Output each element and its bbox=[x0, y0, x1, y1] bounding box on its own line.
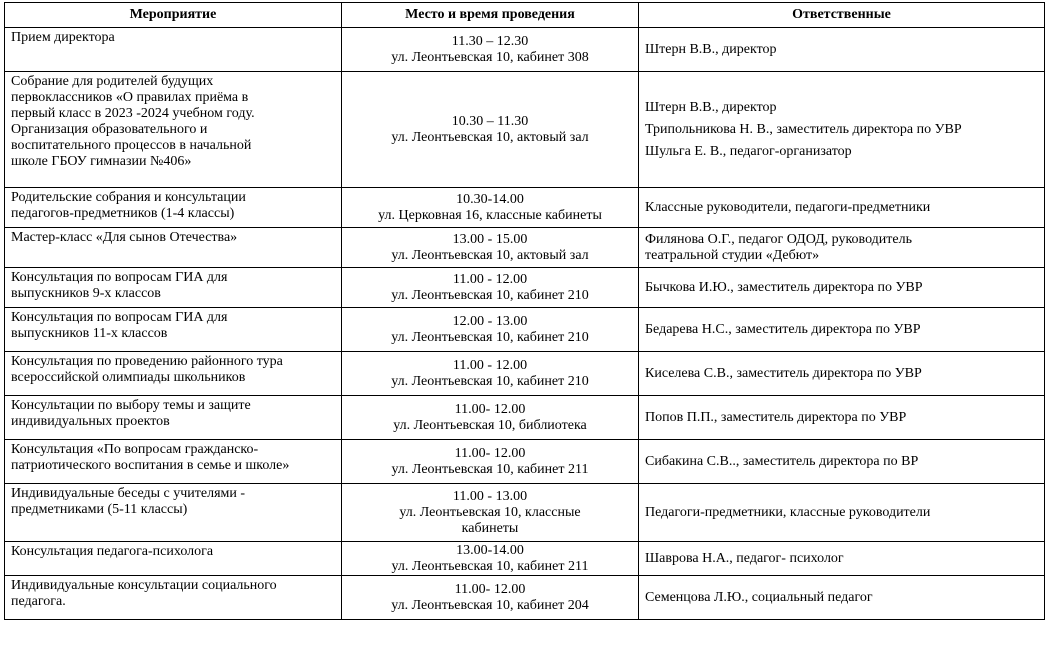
event-time: 11.00- 12.00 bbox=[454, 581, 526, 597]
responsible-cell bbox=[639, 396, 1045, 440]
event-text: Консультация «По вопросам гражданско- патриотического воспитания в семье и школе» bbox=[11, 442, 290, 473]
event-cell bbox=[5, 72, 342, 188]
place-time-cell bbox=[342, 542, 639, 576]
event-text: Консультации по выбору темы и защите индивидуальных проектов bbox=[11, 398, 251, 429]
table-body bbox=[5, 28, 1045, 620]
responsible-cell bbox=[639, 440, 1045, 484]
responsible-person: Штерн В.В., директор bbox=[645, 99, 777, 115]
responsible-person: Бедарева Н.С., заместитель директора по УВР bbox=[645, 321, 921, 337]
event-cell bbox=[5, 352, 342, 396]
table-row bbox=[5, 576, 1045, 620]
responsible-person: Классные руководители, педагоги-предметники bbox=[645, 199, 931, 215]
event-text: Консультация по вопросам ГИА для выпускников 9-х классов bbox=[11, 270, 228, 301]
responsible-cell bbox=[639, 268, 1045, 308]
responsible-cell bbox=[639, 188, 1045, 228]
event-time: 13.00 - 15.00 bbox=[452, 231, 528, 247]
event-place: ул. Леонтьевская 10, кабинет 210 bbox=[391, 287, 589, 303]
place-time-cell bbox=[342, 72, 639, 188]
responsible-person: Шульга Е. В., педагог-организатор bbox=[645, 143, 852, 159]
place-time-cell bbox=[342, 28, 639, 72]
event-cell bbox=[5, 188, 342, 228]
table-header-row bbox=[5, 3, 1045, 28]
place-time-cell bbox=[342, 484, 639, 542]
event-text: Консультация по вопросам ГИА для выпускников 11-х классов bbox=[11, 310, 228, 341]
event-time: 12.00 - 13.00 bbox=[452, 313, 528, 329]
event-place: ул. Леонтьевская 10, актовый зал bbox=[391, 129, 589, 145]
event-text: Индивидуальные беседы с учителями - предметниками (5-11 классы) bbox=[11, 486, 246, 517]
place-time-cell bbox=[342, 396, 639, 440]
event-text: Консультация педагога-психолога bbox=[11, 544, 214, 559]
events-table bbox=[4, 2, 1045, 620]
responsible-cell bbox=[639, 28, 1045, 72]
event-place: ул. Леонтьевская 10, кабинет 308 bbox=[391, 49, 589, 65]
event-place: ул. Леонтьевская 10, кабинет 210 bbox=[391, 373, 589, 389]
event-text: Прием директора bbox=[11, 30, 115, 45]
event-time: 11.30 – 12.30 bbox=[451, 33, 529, 49]
event-time: 11.00- 12.00 bbox=[454, 445, 526, 461]
responsible-person: Киселева С.В., заместитель директора по УВР bbox=[645, 365, 922, 381]
event-text: Консультация по проведению районного тура всероссийской олимпиады школьников bbox=[11, 354, 283, 385]
place-time-cell bbox=[342, 352, 639, 396]
header-responsible: Ответственные bbox=[639, 3, 1045, 28]
table-row bbox=[5, 440, 1045, 484]
place-time-cell bbox=[342, 308, 639, 352]
responsible-person: Бычкова И.Ю., заместитель директора по УВР bbox=[645, 279, 923, 295]
table-row bbox=[5, 396, 1045, 440]
table-row bbox=[5, 228, 1045, 268]
table-row bbox=[5, 484, 1045, 542]
event-place: ул. Леонтьевская 10, кабинет 211 bbox=[391, 558, 589, 574]
event-time: 10.30-14.00 bbox=[456, 191, 524, 207]
event-place: ул. Церковная 16, классные кабинеты bbox=[378, 207, 602, 223]
table-row bbox=[5, 352, 1045, 396]
responsible-person: Штерн В.В., директор bbox=[645, 41, 777, 57]
responsible-person: Педагоги-предметники, классные руководители bbox=[645, 504, 931, 520]
header-place: Место и время проведения bbox=[342, 3, 639, 28]
event-cell bbox=[5, 28, 342, 72]
header-event: Мероприятие bbox=[5, 3, 342, 28]
event-cell bbox=[5, 484, 342, 542]
responsible-person: Трипольникова Н. В., заместитель директора по УВР bbox=[645, 121, 962, 137]
place-time-cell bbox=[342, 228, 639, 268]
event-text: Индивидуальные консультации социального педагога. bbox=[11, 578, 277, 609]
event-cell bbox=[5, 576, 342, 620]
event-time: 13.00-14.00 bbox=[456, 542, 524, 558]
table-row bbox=[5, 308, 1045, 352]
event-cell bbox=[5, 542, 342, 576]
responsible-cell bbox=[639, 352, 1045, 396]
place-time-cell bbox=[342, 440, 639, 484]
table-row bbox=[5, 542, 1045, 576]
event-cell bbox=[5, 308, 342, 352]
event-place: ул. Леонтьевская 10, библиотека bbox=[393, 417, 587, 433]
event-place: ул. Леонтьевская 10, кабинет 211 bbox=[391, 461, 589, 477]
event-place: ул. Леонтьевская 10, кабинет 210 bbox=[391, 329, 589, 345]
event-time: 11.00 - 12.00 bbox=[452, 271, 528, 287]
table-row bbox=[5, 28, 1045, 72]
event-cell bbox=[5, 228, 342, 268]
responsible-person: Шаврова Н.А., педагог- психолог bbox=[645, 550, 844, 566]
table-row bbox=[5, 268, 1045, 308]
event-time: 11.00 - 13.00 bbox=[452, 488, 528, 504]
event-text: Собрание для родителей будущих первоклассников «О правилах приёма в первый класс в 2023 -2024 учебном году. Организация образовательного и воспитательного процессов в начальной школе ГБОУ гимназии №406» bbox=[11, 74, 255, 169]
event-time: 10.30 – 11.30 bbox=[451, 113, 529, 129]
responsible-person: Попов П.П., заместитель директора по УВР bbox=[645, 409, 907, 425]
event-place: ул. Леонтьевская 10, актовый зал bbox=[391, 247, 589, 263]
responsible-cell bbox=[639, 308, 1045, 352]
responsible-cell bbox=[639, 542, 1045, 576]
event-text: Родительские собрания и консультации педагогов-предметников (1-4 классы) bbox=[11, 190, 246, 221]
responsible-cell bbox=[639, 484, 1045, 542]
responsible-cell bbox=[639, 72, 1045, 188]
event-time: 11.00 - 12.00 bbox=[452, 357, 528, 373]
event-place: ул. Леонтьевская 10, кабинет 204 bbox=[391, 597, 589, 613]
place-time-cell bbox=[342, 188, 639, 228]
event-time: 11.00- 12.00 bbox=[454, 401, 526, 417]
event-cell bbox=[5, 440, 342, 484]
table-row bbox=[5, 72, 1045, 188]
event-cell bbox=[5, 396, 342, 440]
table-row bbox=[5, 188, 1045, 228]
place-time-cell bbox=[342, 268, 639, 308]
responsible-cell bbox=[639, 228, 1045, 268]
responsible-person: Филянова О.Г., педагог ОДОД, руководитель театральной студии «Дебют» bbox=[645, 231, 912, 263]
event-cell bbox=[5, 268, 342, 308]
event-place: ул. Леонтьевская 10, классные кабинеты bbox=[399, 504, 581, 536]
place-time-cell bbox=[342, 576, 639, 620]
schedule-document bbox=[4, 2, 1045, 620]
responsible-cell bbox=[639, 576, 1045, 620]
responsible-person: Сибакина С.В.., заместитель директора по ВР bbox=[645, 453, 919, 469]
responsible-person: Семенцова Л.Ю., социальный педагог bbox=[645, 589, 873, 605]
event-text: Мастер-класс «Для сынов Отечества» bbox=[11, 230, 238, 245]
